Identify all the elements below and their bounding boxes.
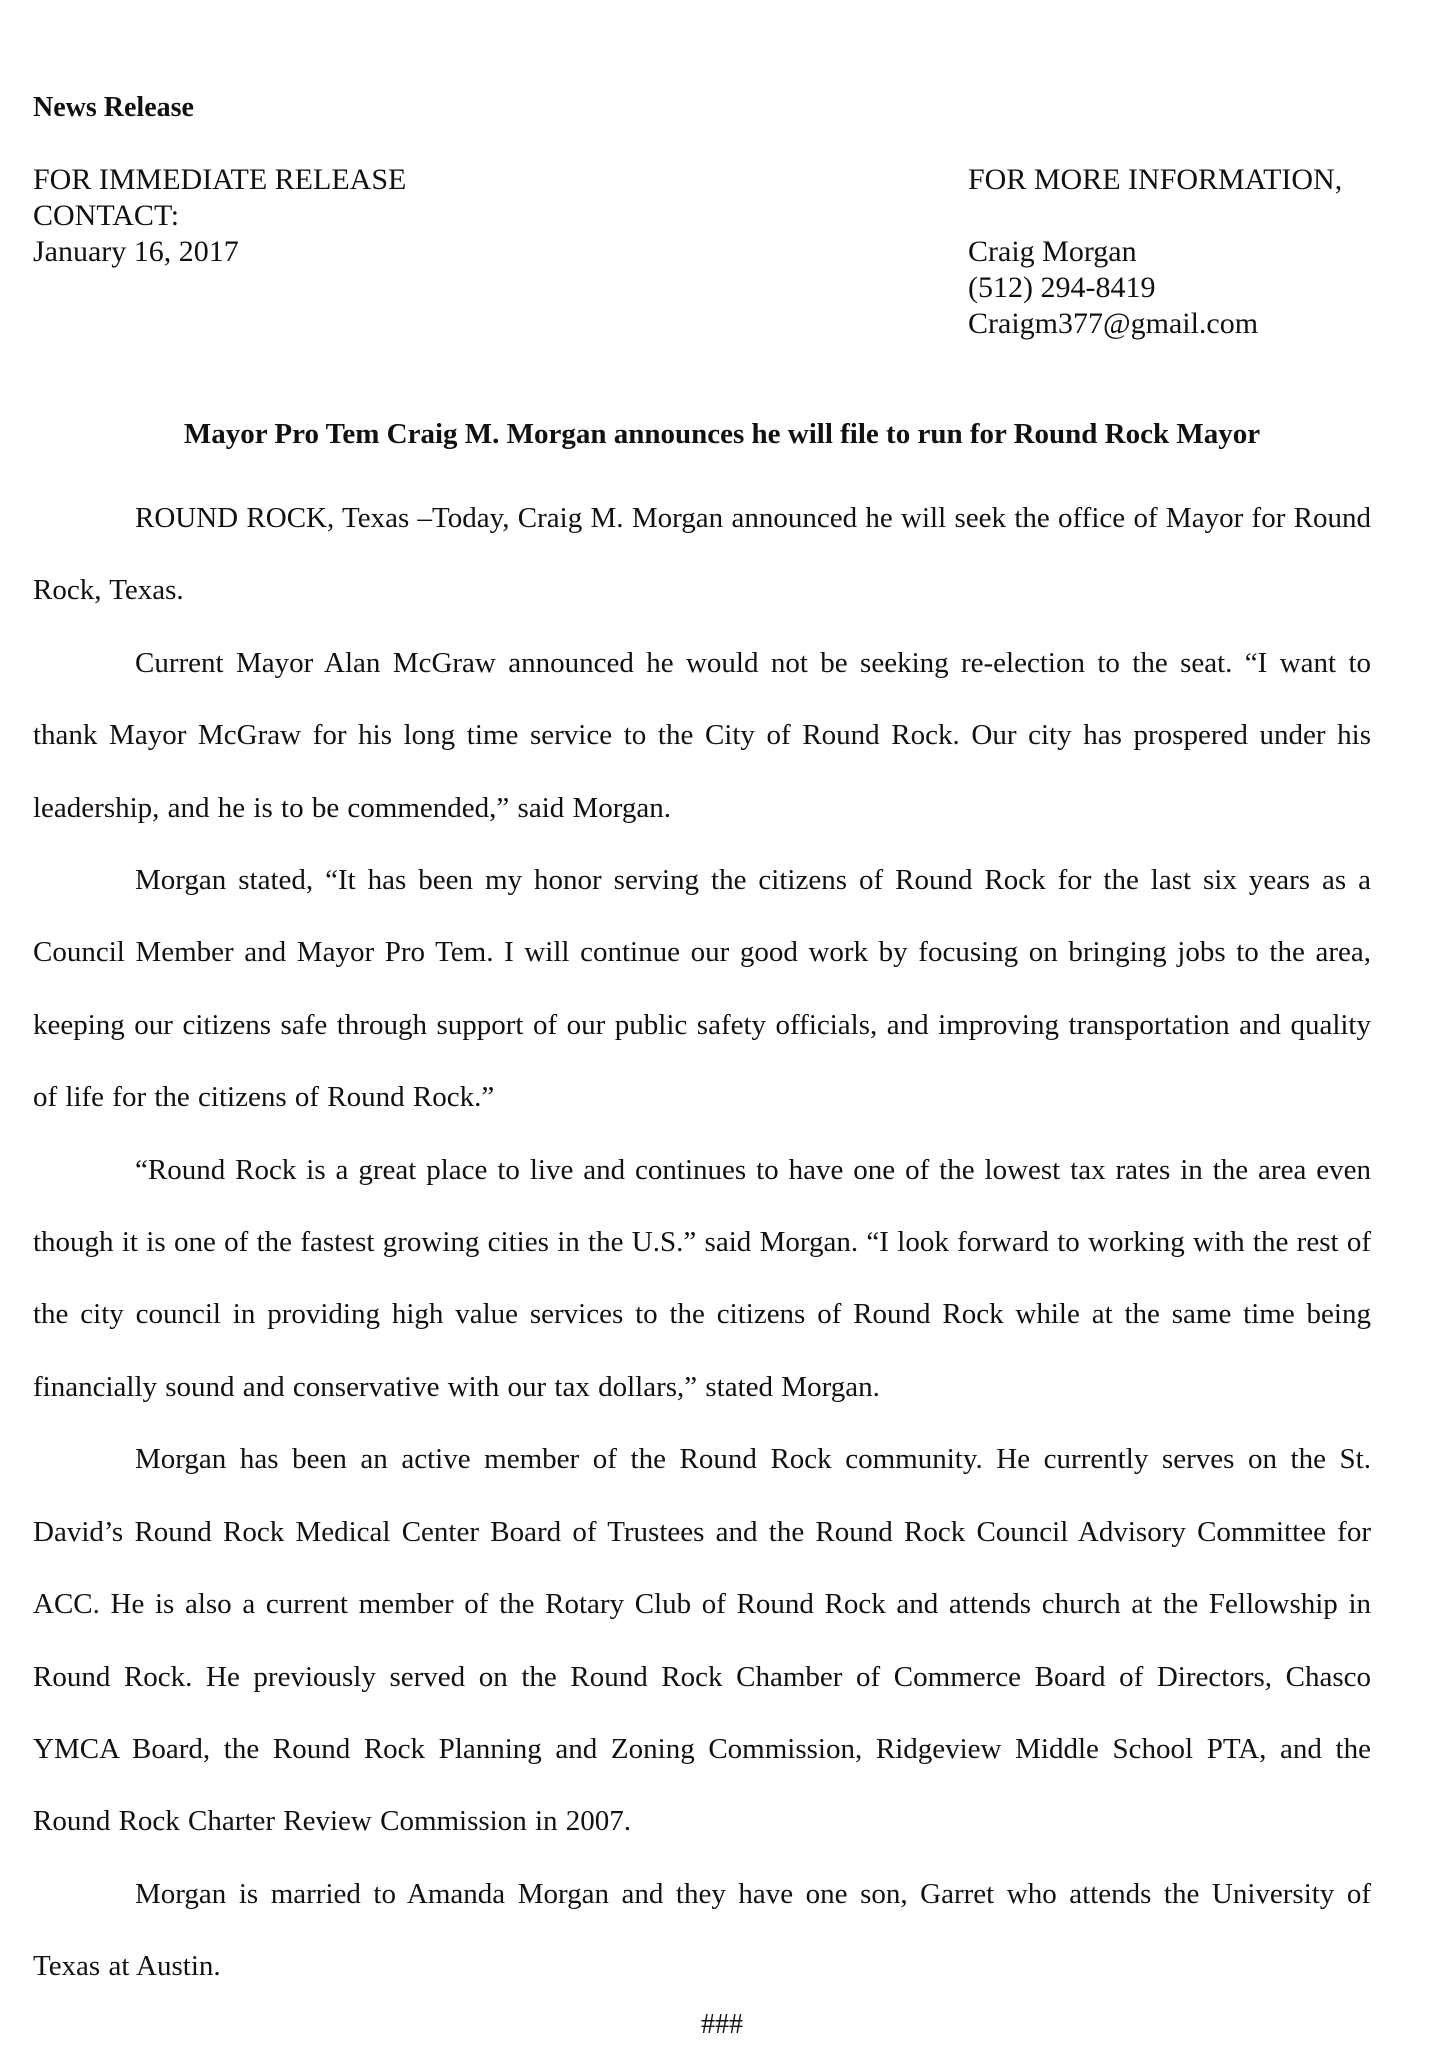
contact-label: CONTACT:	[33, 199, 180, 232]
release-date: January 16, 2017	[33, 235, 239, 268]
contact-info-block	[968, 162, 1342, 342]
paragraph: Morgan has been an active member of the Round Rock community. He currently serves on the St. David’s Round Rock Medical Center Board of Trustees and the Round Rock Council Advisory Committee for ACC. He is also a current member of the Rotary Club of Round Rock and attends church at the Fellowship in Round Rock. He previously served on the Round Rock Chamber of Commerce Board of Directors, Chasco YMCA Board, the Round Rock Planning and Zoning Commission, Ridgeview Middle School PTA, and the Round Rock Charter Review Commission in 2007.	[33, 1443, 1371, 1838]
paragraph: Morgan stated, “It has been my honor serving the citizens of Round Rock for the last six years as a Council Member and Mayor Pro Tem. I will continue our good work by focusing on bringing jobs to the area, keeping our citizens safe through support of our public safety officials, and improving transportation and quality of life for the citizens of Round Rock.”	[33, 864, 1371, 1114]
document-label: News Release	[33, 92, 194, 123]
contact-name: Craig Morgan	[968, 235, 1137, 268]
headline: Mayor Pro Tem Craig M. Morgan announces he will file to run for Round Rock Mayor	[183, 418, 1261, 450]
body-text	[33, 482, 1371, 2003]
end-mark: ###	[701, 2009, 743, 2040]
release-info-block	[33, 162, 406, 270]
paragraph: Current Mayor Alan McGraw announced he would not be seeking re-election to the seat. “I want to thank Mayor McGraw for his long time service to the City of Round Rock. Our city has prospered under his leadership, and he is to be commended,” said Morgan.	[33, 646, 1371, 824]
paragraph: Morgan is married to Amanda Morgan and they have one son, Garret who attends the University of Texas at Austin.	[33, 1877, 1371, 1983]
paragraph: “Round Rock is a great place to live and continues to have one of the lowest tax rates in the area even though it is one of the fastest growing cities in the U.S.” said Morgan. “I look forward to working with the rest of the city council in providing high value services to the citizens of Round Rock while at the same time being financially sound and conservative with our tax dollars,” stated Morgan.	[33, 1153, 1371, 1403]
paragraph: ROUND ROCK, Texas –Today, Craig M. Morgan announced he will seek the office of Mayor for Round Rock, Texas.	[33, 502, 1371, 607]
release-type: FOR IMMEDIATE RELEASE	[33, 163, 407, 196]
more-info-label: FOR MORE INFORMATION,	[968, 163, 1343, 196]
spacer	[968, 198, 1342, 234]
contact-phone: (512) 294-8419	[968, 271, 1156, 304]
contact-email: Craigm377@gmail.com	[968, 307, 1259, 340]
